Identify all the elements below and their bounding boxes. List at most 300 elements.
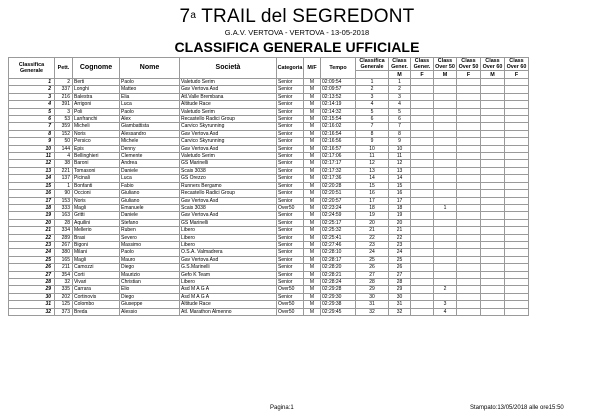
cell-pett: 32 (55, 278, 73, 285)
cell-nome: Elia (120, 93, 180, 100)
cell-pos: 30 (9, 293, 55, 300)
cell-cls-genm: 32 (389, 308, 411, 315)
col-header-cls-o50m: Class Over 50 (435, 58, 455, 70)
cell-cls-o60m (481, 79, 505, 86)
cell-pos: 5 (9, 108, 55, 115)
cell-cls-gen: 20 (356, 219, 389, 226)
cell-categoria: Senior (277, 212, 304, 219)
cell-pos: 22 (9, 234, 55, 241)
cell-cognome: Arrigoni (73, 101, 120, 108)
cell-cls-o60m (481, 197, 505, 204)
cell-cls-genm: 28 (389, 278, 411, 285)
cell-cls-o50f (457, 271, 481, 278)
cell-tempo: 02:17:36 (321, 175, 356, 182)
cell-cls-genm: 9 (389, 138, 411, 145)
cell-pett: 152 (55, 130, 73, 137)
cell-tempo: 02:29:30 (321, 293, 356, 300)
cell-cls-o60m (481, 182, 505, 189)
cell-cls-o50m (434, 138, 457, 145)
cell-pett: 380 (55, 249, 73, 256)
cell-cls-genf (411, 204, 434, 211)
cell-cls-o60m (481, 308, 505, 315)
cell-pos: 9 (9, 138, 55, 145)
cell-pos: 23 (9, 241, 55, 248)
table-row (9, 101, 529, 108)
cell-cls-o60f (505, 256, 529, 263)
col-subheader-m: M (389, 71, 411, 79)
cell-nome: Diego (120, 293, 180, 300)
cell-cls-genm: 14 (389, 175, 411, 182)
cell-tempo: 02:28:17 (321, 256, 356, 263)
col-header-tempo: Tempo (321, 58, 356, 79)
cell-mf: M (304, 153, 321, 160)
cell-cls-genm: 1 (389, 79, 411, 86)
cell-pos: 31 (9, 301, 55, 308)
cell-cls-genf (411, 160, 434, 167)
cell-pos: 17 (9, 197, 55, 204)
cell-pos: 18 (9, 204, 55, 211)
cell-cognome: Corti (73, 271, 120, 278)
cell-nome: Giuliano (120, 190, 180, 197)
cell-cls-o60f (505, 86, 529, 93)
cell-societa: GS Orezzo (180, 175, 277, 182)
cell-societa: Libero (180, 227, 277, 234)
cell-cls-gen: 32 (356, 308, 389, 315)
cell-cls-o50m (434, 130, 457, 137)
cell-pett: 2 (55, 79, 73, 86)
table-row (9, 234, 529, 241)
cell-nome: Giuliano (120, 197, 180, 204)
cell-cls-o50m (434, 278, 457, 285)
cell-cls-o60m (481, 153, 505, 160)
cell-cls-genf (411, 123, 434, 130)
cell-cls-o60m (481, 123, 505, 130)
cell-cls-o50f (457, 145, 481, 152)
table-row (9, 153, 529, 160)
cell-cognome: Baroni (73, 160, 120, 167)
cell-cognome: Brasi (73, 234, 120, 241)
cell-societa: Libero (180, 241, 277, 248)
cell-societa: Scais 3038 (180, 204, 277, 211)
cell-cls-genm: 2 (389, 86, 411, 93)
cell-mf: M (304, 101, 321, 108)
col-subheader-m: M (481, 71, 505, 79)
cell-mf: M (304, 93, 321, 100)
cell-cls-genf (411, 116, 434, 123)
cell-cls-o60f (505, 79, 529, 86)
cell-nome: Alessandro (120, 130, 180, 137)
cell-cognome: Bigoni (73, 241, 120, 248)
col-subheader-f: F (457, 71, 481, 79)
cell-cls-o60f (505, 249, 529, 256)
cell-cls-o60m (481, 160, 505, 167)
cell-cls-gen: 14 (356, 175, 389, 182)
cell-cls-o60m (481, 86, 505, 93)
cell-cls-genf (411, 190, 434, 197)
cell-mf: M (304, 130, 321, 137)
cell-nome: Christian (120, 278, 180, 285)
cell-societa: Asd M A G A (180, 286, 277, 293)
cell-categoria: Over50 (277, 204, 304, 211)
cell-cls-genm: 15 (389, 182, 411, 189)
cell-categoria: Senior (277, 175, 304, 182)
cell-cognome: Persico (73, 138, 120, 145)
cell-cls-gen: 4 (356, 101, 389, 108)
table-row (9, 190, 529, 197)
cell-cls-o50f (457, 167, 481, 174)
cell-cognome: Carrara (73, 286, 120, 293)
cell-tempo: 02:23:24 (321, 204, 356, 211)
cell-cls-o60f (505, 219, 529, 226)
cell-pos: 25 (9, 256, 55, 263)
cell-cls-o50f (457, 197, 481, 204)
cell-mf: M (304, 160, 321, 167)
col-header-cls-genf: Class Gener. (411, 58, 434, 71)
table-row (9, 197, 529, 204)
cell-cognome: Noris (73, 130, 120, 137)
cell-cls-o50m: 4 (434, 308, 457, 315)
cell-mf: M (304, 219, 321, 226)
cell-cls-o50m (434, 182, 457, 189)
cell-cls-gen: 30 (356, 293, 389, 300)
cell-cls-o50f (457, 182, 481, 189)
cell-categoria: Senior (277, 116, 304, 123)
cell-cls-o50m (434, 101, 457, 108)
col-subheader-f: F (505, 71, 529, 79)
cell-societa: Asd M A G A (180, 293, 277, 300)
cell-tempo: 02:09:57 (321, 86, 356, 93)
cell-nome: Severo (120, 234, 180, 241)
cell-mf: M (304, 301, 321, 308)
cell-societa: Gefo K Team (180, 271, 277, 278)
cell-societa: Atl.Valle Brembana (180, 93, 277, 100)
cell-cls-o60f (505, 93, 529, 100)
cell-cognome: Milani (73, 249, 120, 256)
table-row (9, 116, 529, 123)
cell-pett: 221 (55, 167, 73, 174)
cell-cls-o60f (505, 293, 529, 300)
cell-cls-gen: 10 (356, 145, 389, 152)
col-subheader-empty (356, 71, 389, 79)
cell-tempo: 02:28:20 (321, 264, 356, 271)
cell-cls-o60m (481, 212, 505, 219)
cell-cls-o60m (481, 219, 505, 226)
table-row (9, 293, 529, 300)
cell-mf: M (304, 271, 321, 278)
cell-cls-o60f (505, 204, 529, 211)
cell-cls-gen: 24 (356, 249, 389, 256)
cell-cls-genm: 24 (389, 249, 411, 256)
cell-cls-genm: 19 (389, 212, 411, 219)
cell-nome: Paolo (120, 79, 180, 86)
cell-cls-genf (411, 234, 434, 241)
cell-nome: Luca (120, 101, 180, 108)
cell-mf: M (304, 182, 321, 189)
cell-nome: Paolo (120, 108, 180, 115)
cell-cls-gen: 2 (356, 86, 389, 93)
cell-cognome: Cortinovis (73, 293, 120, 300)
table-row (9, 138, 529, 145)
cell-nome: Giuseppe (120, 301, 180, 308)
cell-cognome: Micheli (73, 123, 120, 130)
page-number: Pagina:1 (270, 405, 294, 411)
cell-pett: 335 (55, 286, 73, 293)
cell-cls-genf (411, 308, 434, 315)
cell-pett: 153 (55, 197, 73, 204)
cell-cls-gen: 8 (356, 130, 389, 137)
cell-tempo: 02:28:10 (321, 249, 356, 256)
cell-pett: 334 (55, 227, 73, 234)
cell-pett: 38 (55, 160, 73, 167)
cell-pett: 163 (55, 212, 73, 219)
cell-cls-gen: 1 (356, 79, 389, 86)
cell-cls-o50m: 1 (434, 204, 457, 211)
cell-cls-o50m (434, 241, 457, 248)
cell-cls-genf (411, 153, 434, 160)
table-row (9, 308, 529, 315)
cell-societa: GS Marinelli (180, 219, 277, 226)
event-title: 7$^a$ TRAIL del SEGREDONT (179, 6, 415, 27)
cell-cls-gen: 6 (356, 116, 389, 123)
cell-cognome: Epis (73, 145, 120, 152)
cell-cls-genf (411, 293, 434, 300)
col-subheader-m: M (434, 71, 457, 79)
cell-mf: M (304, 123, 321, 130)
cell-tempo: 02:24:59 (321, 212, 356, 219)
cell-cls-o50f (457, 138, 481, 145)
cell-cls-o60m (481, 167, 505, 174)
cell-cls-o60f (505, 227, 529, 234)
cell-societa: Recastello Radici Group (180, 116, 277, 123)
cell-cls-gen: 9 (356, 138, 389, 145)
cell-mf: M (304, 227, 321, 234)
cell-cls-gen: 13 (356, 167, 389, 174)
table-row (9, 79, 529, 86)
cell-categoria: Senior (277, 86, 304, 93)
cell-cls-genm: 29 (389, 286, 411, 293)
cell-societa: Atl. Marathon Almenno (180, 308, 277, 315)
cell-cls-o50m (434, 249, 457, 256)
cell-categoria: Senior (277, 241, 304, 248)
cell-cls-gen: 17 (356, 197, 389, 204)
cell-cognome: Lanfranchi (73, 116, 120, 123)
cell-cognome: Vivari (73, 278, 120, 285)
cell-pos: 27 (9, 271, 55, 278)
cell-pett: 359 (55, 123, 73, 130)
cell-cls-o50m (434, 167, 457, 174)
cell-societa: Carvico Skyrunning (180, 123, 277, 130)
cell-cls-o50m (434, 86, 457, 93)
cell-tempo: 02:20:28 (321, 182, 356, 189)
cell-cls-o60m (481, 271, 505, 278)
cell-cognome: Magli (73, 256, 120, 263)
cell-mf: M (304, 138, 321, 145)
cell-cls-o50f (457, 108, 481, 115)
cell-cls-o60m (481, 145, 505, 152)
cell-categoria: Senior (277, 264, 304, 271)
table-row (9, 160, 529, 167)
cell-pett: 354 (55, 271, 73, 278)
cell-categoria: Senior (277, 182, 304, 189)
cell-pos: 8 (9, 130, 55, 137)
cell-mf: M (304, 256, 321, 263)
cell-cls-o50f (457, 234, 481, 241)
cell-cls-genm: 18 (389, 204, 411, 211)
cell-tempo: 02:20:57 (321, 197, 356, 204)
cell-cls-o60f (505, 145, 529, 152)
cell-cls-o60m (481, 101, 505, 108)
print-timestamp: Stampato:13/05/2018 alle ore15:50 (470, 405, 564, 411)
cell-societa: Gav Vertova Asd (180, 256, 277, 263)
cell-nome: Diego (120, 264, 180, 271)
cell-cls-o50f (457, 227, 481, 234)
col-header-nome: Nome (120, 58, 180, 79)
cell-cls-o50m (434, 293, 457, 300)
cell-cls-o50f (457, 264, 481, 271)
cell-pos: 12 (9, 160, 55, 167)
cell-tempo: 02:25:17 (321, 219, 356, 226)
cell-cls-o50f (457, 293, 481, 300)
cell-cognome: Tomasoni (73, 167, 120, 174)
cell-cls-genm: 17 (389, 197, 411, 204)
cell-cls-o60f (505, 182, 529, 189)
cell-societa: Gav Vertova Asd (180, 145, 277, 152)
cell-categoria: Senior (277, 123, 304, 130)
cell-cls-genf (411, 79, 434, 86)
cell-cls-gen: 12 (356, 160, 389, 167)
cell-cls-o60f (505, 130, 529, 137)
cell-cls-o50m (434, 197, 457, 204)
cell-mf: M (304, 197, 321, 204)
cell-pos: 24 (9, 249, 55, 256)
cell-cls-gen: 31 (356, 301, 389, 308)
cell-pett: 125 (55, 301, 73, 308)
cell-pett: 137 (55, 175, 73, 182)
cell-cognome: Mellerio (73, 227, 120, 234)
cell-cls-genm: 25 (389, 256, 411, 263)
cell-cls-o50m (434, 79, 457, 86)
cell-pett: 144 (55, 145, 73, 152)
cell-cognome: Gritti (73, 212, 120, 219)
cell-cls-gen: 28 (356, 278, 389, 285)
cell-mf: M (304, 145, 321, 152)
cell-cls-o60m (481, 301, 505, 308)
cell-cls-o60f (505, 167, 529, 174)
cell-cls-o50f (457, 212, 481, 219)
cell-pett: 337 (55, 86, 73, 93)
cell-pos: 32 (9, 308, 55, 315)
cell-categoria: Senior (277, 138, 304, 145)
cell-cls-genm: 11 (389, 153, 411, 160)
cell-cls-o50m (434, 264, 457, 271)
table-header (9, 58, 529, 79)
cell-cls-gen: 29 (356, 286, 389, 293)
cell-pos: 2 (9, 86, 55, 93)
cell-cls-gen: 11 (356, 153, 389, 160)
cell-cls-o60m (481, 175, 505, 182)
col-header-cls-gen: Classifica Generale (356, 58, 389, 71)
cell-cls-genm: 23 (389, 241, 411, 248)
cell-cls-genm: 5 (389, 108, 411, 115)
cell-categoria: Over50 (277, 286, 304, 293)
cell-cls-o50f (457, 301, 481, 308)
cell-cls-o60f (505, 153, 529, 160)
cell-societa: Libero (180, 234, 277, 241)
cell-cls-o60m (481, 286, 505, 293)
cell-categoria: Senior (277, 145, 304, 152)
cell-cls-o50f (457, 249, 481, 256)
cell-categoria: Senior (277, 256, 304, 263)
cell-nome: Clemente (120, 153, 180, 160)
cell-pett: 391 (55, 101, 73, 108)
cell-societa: Gav Vertova Asd (180, 130, 277, 137)
cell-nome: Giambattista (120, 123, 180, 130)
cell-cls-genf (411, 182, 434, 189)
cell-cls-genf (411, 271, 434, 278)
cell-pett: 289 (55, 234, 73, 241)
col-header-cognome: Cognome (73, 58, 120, 79)
cell-pos: 21 (9, 227, 55, 234)
cell-cls-gen: 19 (356, 212, 389, 219)
cell-pos: 4 (9, 101, 55, 108)
cell-mf: M (304, 175, 321, 182)
cell-nome: Daniele (120, 212, 180, 219)
cell-cls-o50f (457, 204, 481, 211)
cell-cls-o50m (434, 123, 457, 130)
cell-pos: 26 (9, 264, 55, 271)
cell-cls-o60f (505, 241, 529, 248)
cell-cls-o60m (481, 241, 505, 248)
cell-tempo: 02:16:56 (321, 138, 356, 145)
cell-pos: 1 (9, 79, 55, 86)
cell-cls-genm: 31 (389, 301, 411, 308)
cell-tempo: 02:09:54 (321, 79, 356, 86)
cell-cls-o60f (505, 271, 529, 278)
cell-pett: 373 (55, 308, 73, 315)
cell-pos: 10 (9, 145, 55, 152)
cell-tempo: 02:20:51 (321, 190, 356, 197)
cell-cls-o60f (505, 301, 529, 308)
cell-pett: 90 (55, 190, 73, 197)
cell-pett: 3 (55, 108, 73, 115)
cell-nome: Alessio (120, 308, 180, 315)
cell-cognome: Noris (73, 197, 120, 204)
cell-pos: 14 (9, 175, 55, 182)
cell-mf: M (304, 167, 321, 174)
cell-categoria: Senior (277, 108, 304, 115)
col-header-cls-o60m: Class Over 60 (481, 58, 505, 71)
cell-societa: Valetudo Serim (180, 108, 277, 115)
cell-cls-genf (411, 227, 434, 234)
table-row (9, 227, 529, 234)
cell-cls-gen: 15 (356, 182, 389, 189)
cell-cls-genf (411, 86, 434, 93)
cell-cls-o60m (481, 190, 505, 197)
cell-categoria: Senior (277, 197, 304, 204)
cell-cls-o50m: 2 (434, 286, 457, 293)
cell-pos: 19 (9, 212, 55, 219)
cell-cls-gen: 25 (356, 256, 389, 263)
cell-pos: 20 (9, 219, 55, 226)
cell-cls-genm: 7 (389, 123, 411, 130)
cell-pett: 267 (55, 241, 73, 248)
cell-cls-o60m (481, 256, 505, 263)
cell-cls-o60m (481, 293, 505, 300)
cell-cls-genm: 16 (389, 190, 411, 197)
col-header-categoria: Categoria (277, 58, 304, 79)
cell-cls-o50f (457, 256, 481, 263)
cell-cls-o60m (481, 138, 505, 145)
